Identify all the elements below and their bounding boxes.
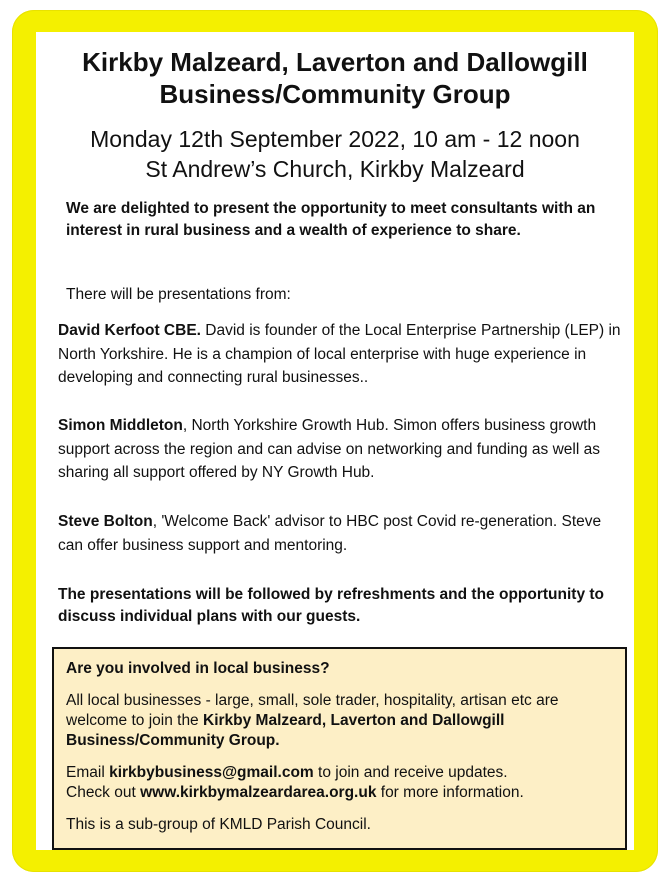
email-prefix: Email: [66, 764, 110, 781]
group-name: Kirkby Malzeard, Laverton and Dallowgill Business/Community Group.: [66, 712, 505, 749]
speaker-simon-middleton: [58, 414, 623, 485]
info-contact: [66, 763, 613, 803]
title-line-2: Business/Community Group: [159, 79, 511, 109]
website-url: www.kirkbymalzeardarea.org.uk: [140, 784, 377, 801]
poster-page: [36, 32, 634, 850]
info-welcome: [66, 691, 613, 751]
event-venue: St Andrew’s Church, Kirkby Malzeard: [145, 156, 525, 182]
speaker-name: David Kerfoot CBE.: [58, 322, 201, 339]
email-suffix: to join and receive updates.: [313, 764, 508, 781]
speaker-steve-bolton: [58, 510, 623, 557]
intro-text: We are delighted to present the opportunity to meet consultants with an interest in rural business and a wealth of experience to share.: [66, 200, 596, 239]
speaker-description: , 'Welcome Back' advisor to HBC post Covid re-generation. Steve can offer business support and mentoring.: [58, 513, 602, 554]
event-date-time: Monday 12th September 2022, 10 am - 12 noon: [90, 126, 580, 152]
website-prefix: Check out: [66, 784, 141, 801]
info-question: Are you involved in local business?: [66, 660, 330, 677]
event-details: [36, 124, 634, 184]
email-address: kirkbybusiness@gmail.com: [109, 764, 314, 781]
speaker-david-kerfoot: [58, 319, 623, 390]
speaker-description: , North Yorkshire Growth Hub. Simon offers business growth support across the region and can advise on networking and funding as well as sharing all support offered by NY Growth Hub.: [58, 417, 600, 481]
title-line-1: Kirkby Malzeard, Laverton and Dallowgill: [82, 47, 588, 77]
speaker-name: Simon Middleton: [58, 417, 183, 434]
join-info-box: [52, 647, 627, 850]
speaker-name: Steve Bolton: [58, 513, 153, 530]
closing-text: The presentations will be followed by refreshments and the opportunity to discuss individual plans with our guests.: [58, 586, 604, 625]
poster-title: [36, 46, 634, 110]
welcome-text: All local businesses - large, small, sole trader, hospitality, artisan etc are welcome to join the: [66, 692, 559, 729]
yellow-frame: [12, 10, 658, 872]
website-suffix: for more information.: [376, 784, 524, 801]
info-footer: This is a sub-group of KMLD Parish Council.: [66, 816, 371, 833]
presentations-label: There will be presentations from:: [66, 286, 291, 303]
speaker-description: David is founder of the Local Enterprise Partnership (LEP) in North Yorkshire. He is a champion of local enterprise with huge experience in developing and connecting rural businesses..: [58, 322, 621, 386]
